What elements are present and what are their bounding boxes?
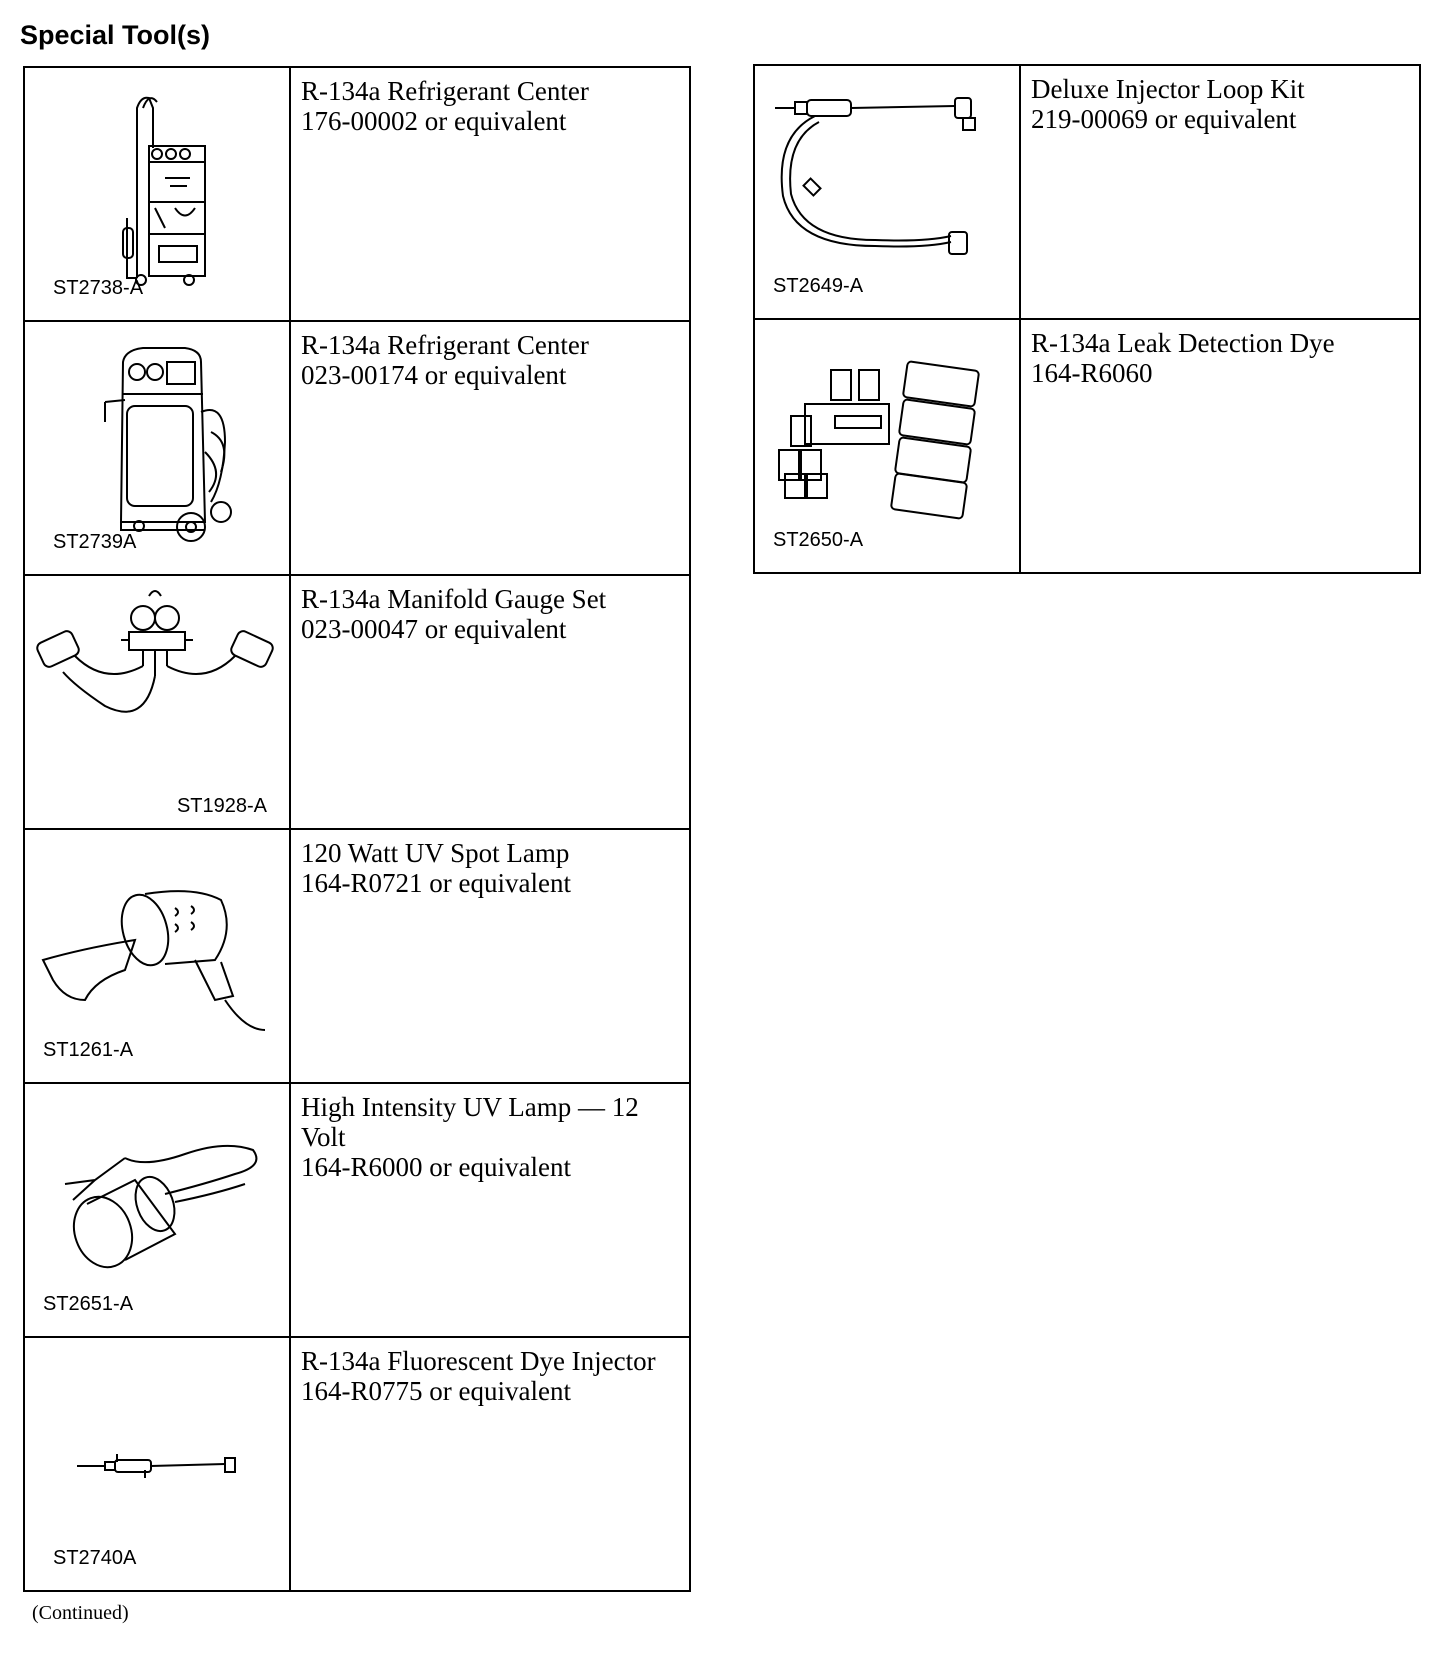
tool-part-number: 164-R6000 or equivalent [301, 1152, 571, 1182]
tool-part-number: 164-R6060 [1031, 358, 1153, 388]
tool-part-number: 164-R0775 or equivalent [301, 1376, 571, 1406]
tool-part-number: 176-00002 or equivalent [301, 106, 567, 136]
tool-desc-cell [290, 575, 690, 829]
tool-image-cell [24, 829, 290, 1083]
tool-row [754, 65, 1420, 319]
tool-image-cell [754, 65, 1020, 319]
continued-note: (Continued) [32, 1602, 129, 1624]
tool-part-number: 164-R0721 or equivalent [301, 868, 571, 898]
tool-image-cell [24, 1337, 290, 1591]
tool-code: ST2649-A [773, 275, 864, 297]
tool-row [24, 1083, 690, 1337]
tool-image-cell [24, 1083, 290, 1337]
tool-desc-cell [290, 67, 690, 321]
tool-name: 120 Watt UV Spot Lamp [301, 838, 570, 868]
tool-code: ST2651-A [43, 1293, 134, 1315]
tool-part-number: 023-00047 or equivalent [301, 614, 567, 644]
tool-desc-cell [290, 829, 690, 1083]
tool-name: R-134a Fluorescent Dye Injector [301, 1346, 656, 1376]
tool-row [24, 321, 690, 575]
tool-desc-cell [1020, 319, 1420, 573]
tool-name: Deluxe Injector Loop Kit [1031, 74, 1305, 104]
tool-desc-cell [290, 1083, 690, 1337]
manifold-gauge-set-icon [25, 576, 289, 830]
tool-image-cell [24, 575, 290, 829]
tool-row [754, 319, 1420, 573]
tool-row [24, 829, 690, 1083]
tool-image-cell [24, 67, 290, 321]
tool-desc-cell [1020, 65, 1420, 319]
tool-name: R-134a Refrigerant Center [301, 76, 589, 106]
tool-name: High Intensity UV Lamp — 12 Volt [301, 1092, 639, 1152]
tool-code: ST2740A [53, 1547, 137, 1569]
tool-row [24, 575, 690, 829]
tool-image-cell [24, 321, 290, 575]
tool-code: ST2738-A [53, 277, 144, 299]
tool-code: ST1928-A [176, 795, 267, 817]
tool-part-number: 023-00174 or equivalent [301, 360, 567, 390]
tool-code: ST2739A [53, 531, 137, 553]
tool-name: R-134a Leak Detection Dye [1031, 328, 1335, 358]
tool-row [24, 67, 690, 321]
special-tools-table-right [753, 64, 1421, 574]
tool-image-cell [754, 319, 1020, 573]
section-title: Special Tool(s) [20, 20, 211, 50]
tool-desc-cell [290, 1337, 690, 1591]
tool-name: R-134a Refrigerant Center [301, 330, 589, 360]
tool-code: ST1261-A [43, 1039, 134, 1061]
tool-name: R-134a Manifold Gauge Set [301, 584, 607, 614]
tool-desc-cell [290, 321, 690, 575]
tool-code: ST2650-A [773, 529, 864, 551]
special-tools-table-left [23, 66, 691, 1592]
tool-part-number: 219-00069 or equivalent [1031, 104, 1297, 134]
tool-row [24, 1337, 690, 1591]
